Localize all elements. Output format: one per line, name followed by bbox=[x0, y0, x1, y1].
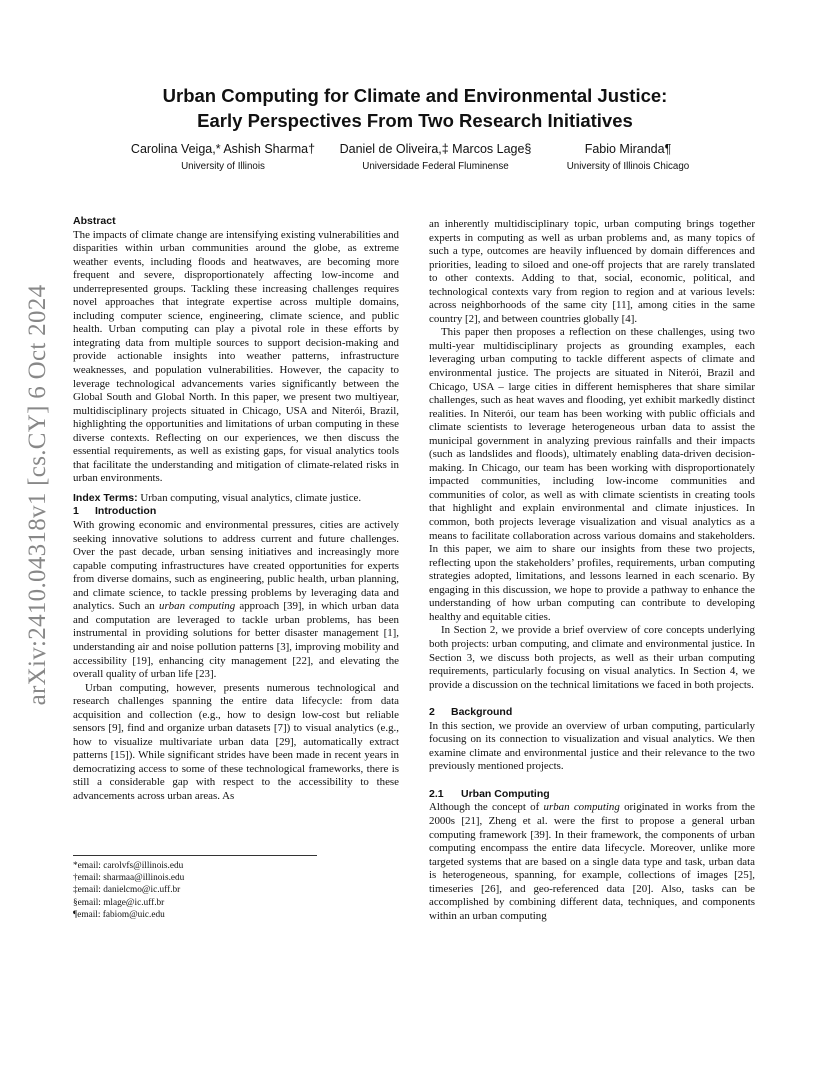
section-2-paragraph-1: In this section, we provide an overview of urban computing, particularly focusing on its connection to visualization and visual analytics. We then examine climate and environmental justice and their relevance to the two previously mentioned projects. bbox=[429, 719, 755, 773]
paper-title bbox=[100, 83, 730, 133]
title-line-2: Early Perspectives From Two Research Initiatives bbox=[197, 110, 633, 131]
footnote-email-2: †email: sharmaa@illinois.edu bbox=[73, 873, 185, 884]
section-1-paragraph-3: an inherently multidisciplinary topic, urban computing brings together experts in computing as well as urban problems and, as many topics of such a type, outcomes are heavily influenced by domain differences and priorities, leading to siloed and one-off projects that are rarely translated to other contexts. Adding to that, social, economic, political, and technological contexts vary from region to region and at various levels: across neighborhoods of the same city [11], among cities in the same country [2], and between countries globally [4]. bbox=[429, 218, 755, 325]
section-1-paragraph-1: With growing economic and environmental pressures, cities are actively seeking innovative solutions to address current and future challenges. Over the past decade, urban sensing initiatives and increasingly more capable computing infrastructures have created opportunities for experts from diverse domains, such as engineering, public health, urban planning, and climate science, to tackle pressing problems by leveraging data and analytics. Such an urban computing approach [39], in which urban data and computation are leveraged to tackle urban problems, has been instrumental in providing solutions for better disaster management [1], understanding air and noise pollution patterns [3], improving mobility and accessibility [19], enhancing city management [22], and elevating the overall quality of urban life [23]. bbox=[73, 519, 399, 681]
footnote-email-5: ¶email: fabiom@uic.edu bbox=[73, 909, 165, 920]
author-affiliation-3: University of Illinois Chicago bbox=[566, 161, 690, 172]
section-1-paragraph-2: Urban computing, however, presents numerous technological and research challenges spanning the entire data lifecycle: from data acquisition and collection (e.g., how to design low-cost but reliable sensors [9], find and organize urban datasets [7]) to visual analytics (e.g., how to visualize multivariate urban data [29], automatically extract patterns [15]). While significant strides have been made in recent years in democratizing access to some of these technological frameworks, there is still a considerable gap with respect to the accessibility to these advancements across urban areas. As bbox=[73, 681, 399, 802]
section-2-title: Background bbox=[451, 706, 513, 719]
section-2-1-heading bbox=[429, 788, 755, 802]
section-2-1-title: Urban Computing bbox=[461, 787, 550, 800]
author-names-2: Daniel de Oliveira,‡ Marcos Lage§ bbox=[339, 142, 532, 156]
right-column bbox=[429, 218, 755, 923]
index-terms bbox=[73, 492, 399, 506]
author-names-1: Carolina Veiga,* Ashish Sharma† bbox=[130, 142, 316, 156]
section-2-1-number: 2.1 bbox=[429, 787, 444, 800]
arxiv-id-text: arXiv:2410.04318v1 [cs.CY] 6 Oct 2024 bbox=[24, 284, 51, 706]
section-1-paragraph-4: This paper then proposes a reflection on these challenges, using two multi-year multidisciplinary projects as grounding examples, each leveraging urban computing to tackle different aspects of climate and environmental justice. The projects are situated in Niterói, Brazil and Chicago, USA – large cities in different hemispheres that share similar challenges, such as heat waves and flooding, yet exhibit markedly distinct realities. In Niterói, our team has been working with public officials and climate scientists to leverage heterogeneous urban data to assist the municipal government in analyzing previous rainfalls and their impacts (such as landslides and floods), ultimately enabling data-driven decision-making. In Chicago, our team has been working with disproportionately impacted communities, including low-income communities and communities of color, as well as with climate scientists in creating tools that highlight and explain environmental and climate injustices. In common, both projects leverage visualization and visual analytics as a means to facilitate collaboration across various domains and stakeholders. In this paper, we aim to share our insights from these two projects, reflecting upon the stakeholders’ profiles, requirements, urban computing strategies adopted, limitations, and lessons learned in each scenario. By engaging in this discussion, we hope to provide a pathway to enhance the understanding of how urban computing can contribute to developing healthy and equitable cities. bbox=[429, 326, 755, 623]
abstract-heading: Abstract bbox=[73, 215, 116, 227]
section-1-number: 1 bbox=[73, 505, 79, 518]
arxiv-identifier-stamp bbox=[18, 284, 58, 706]
footnote-divider bbox=[73, 855, 317, 856]
abstract-text: The impacts of climate change are intensifying existing vulnerabilities and disparities within urban communities around the globe, as extreme weather events, including floods and heatwaves, are becoming more frequent and severe, disproportionately affecting low-income and underrepresented groups. Tackling these increasing challenges requires novel approaches that integrate expertise across multiple domains, including computer science, engineering, climate science, and public health. Urban computing can play a pivotal role in these efforts by integrating data from multiple sources to support decision-making and provide actionable insights into weather patterns, infrastructure weaknesses, and population vulnerabilities. However, the capacity to leverage technological advancements varies significantly between the Global South and Global North. In this paper, we present two multiyear, multidisciplinary projects situated in Chicago, USA and Niterói, Brazil, highlighting the opportunities and limitations of urban computing in these diverse contexts. Reflecting on our experiences, we then discuss the essential requirements, as well as existing gaps, for visual analytics tools that facilitate the understanding and mitigation of climate-related risks in urban environments. bbox=[73, 228, 399, 485]
author-affiliation-1: University of Illinois bbox=[181, 161, 265, 172]
section-2-heading bbox=[429, 706, 755, 720]
author-affiliation-2: Universidade Federal Fluminense bbox=[362, 161, 509, 172]
section-2-number: 2 bbox=[429, 706, 435, 719]
left-column bbox=[73, 215, 399, 804]
footnote-email-4: §email: mlage@ic.uff.br bbox=[73, 897, 165, 908]
section-2-1-paragraph-1: Although the concept of urban computing originated in works from the 2000s [21], Zheng et al. were the first to propose a general urban computing framework [39]. In their framework, the components of urban computing encompass the entire data lifecycle. Moreover, unlike more targeted systems that are based on a single data type and task, urban data is heterogeneous, spanning, for example, collections of images [25], timeseries [26], and geo-referenced data [20]. Also, tasks can be accomplished by combining different data, techniques, and components within an urban computing bbox=[429, 801, 755, 922]
footnote-email-1: *email: carolvfs@illinois.edu bbox=[73, 861, 184, 871]
author-group-3 bbox=[553, 141, 703, 176]
author-group-1 bbox=[128, 141, 318, 176]
footnote-email-3: ‡email: danielcmo@ic.uff.br bbox=[73, 885, 181, 896]
section-1-title: Introduction bbox=[95, 505, 157, 518]
section-1-heading bbox=[73, 505, 399, 519]
author-names-3: Fabio Miranda¶ bbox=[584, 142, 672, 156]
footnotes bbox=[73, 855, 399, 921]
index-terms-text: Urban computing, visual analytics, climate justice. bbox=[140, 491, 362, 504]
author-group-2 bbox=[333, 141, 538, 176]
section-1-paragraph-5: In Section 2, we provide a brief overview of core concepts underlying both projects: urban computing, and climate and environmental justice. In Section 3, we discuss both projects, as well as their urban computing requirements, particularly focusing on visual analytics. In Section 4, we provide a discussion on the technical limitations we faced in both projects. bbox=[429, 624, 755, 691]
index-terms-label: Index Terms: bbox=[73, 491, 138, 504]
title-line-1: Urban Computing for Climate and Environmental Justice: bbox=[162, 85, 668, 106]
